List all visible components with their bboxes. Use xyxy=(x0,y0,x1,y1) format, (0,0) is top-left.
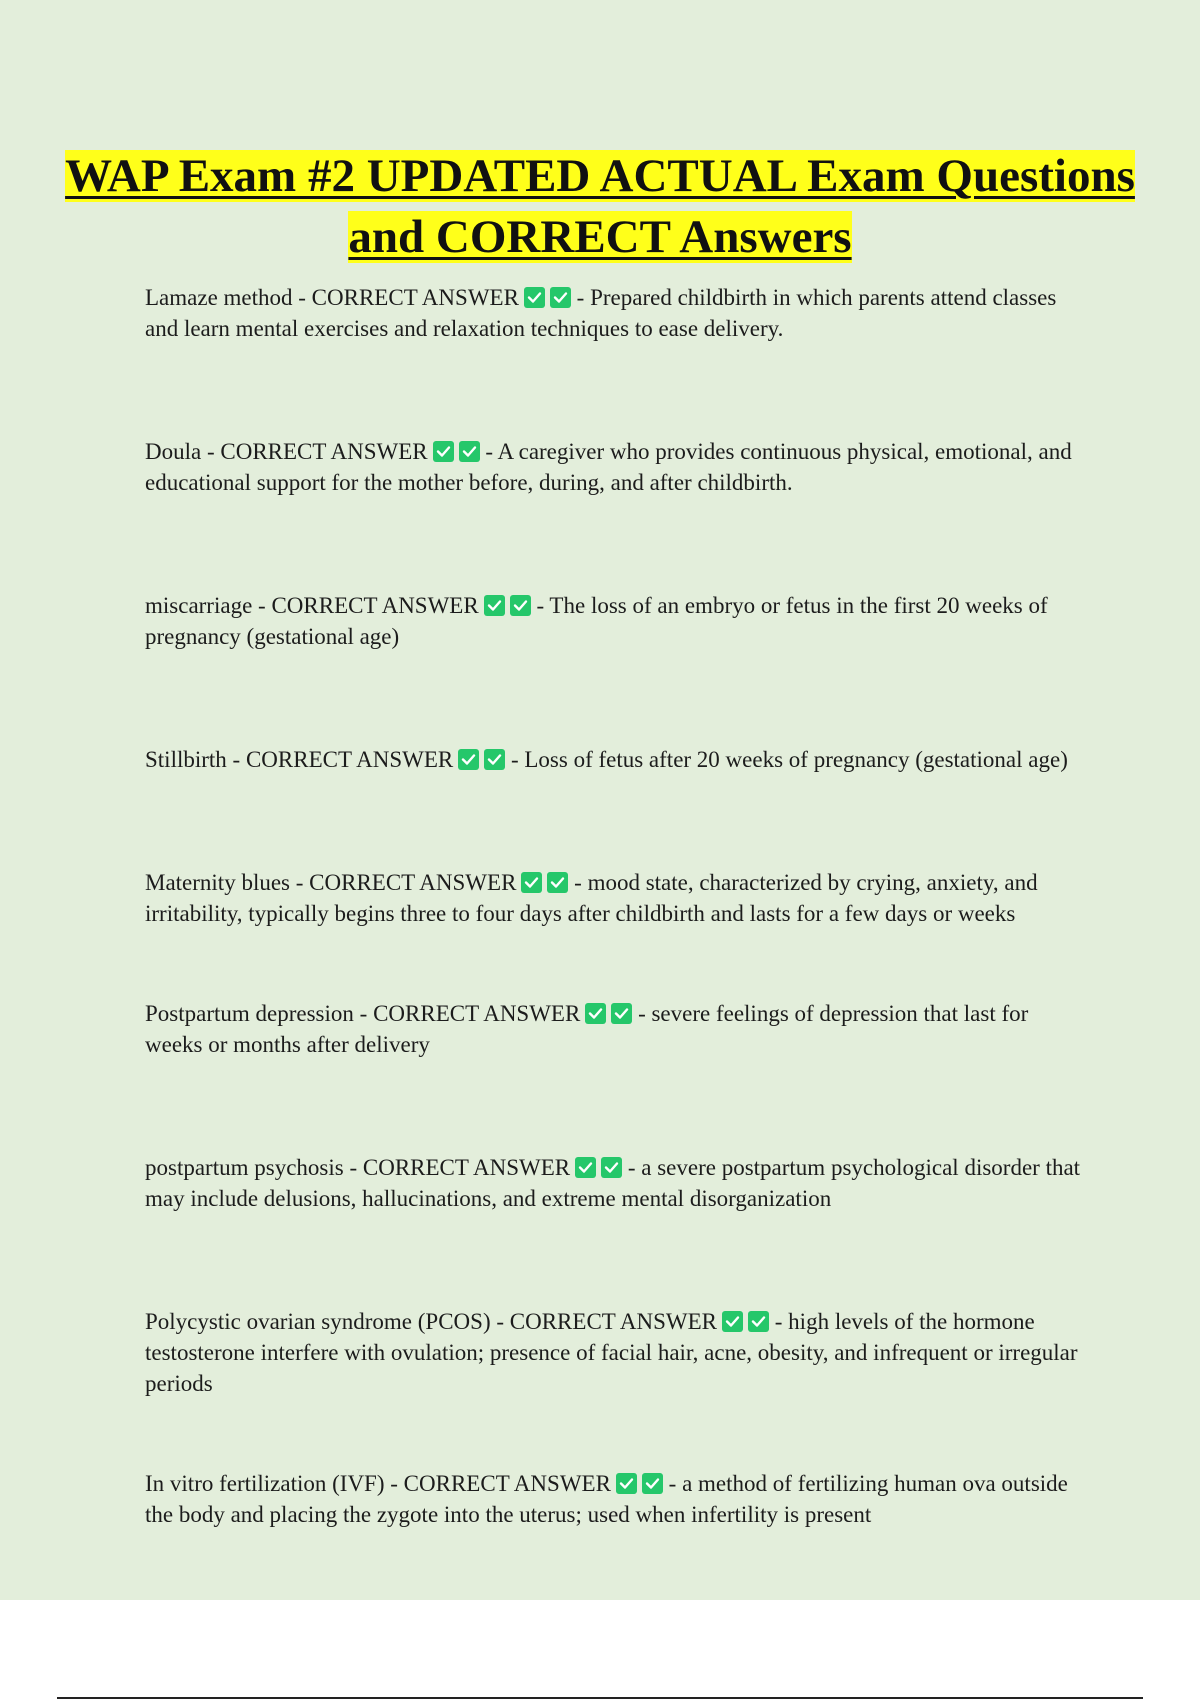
check-mark-icon xyxy=(550,287,571,308)
entry-term: Doula xyxy=(145,439,202,464)
qa-entry xyxy=(145,867,1090,929)
entry-definition: - Prepared childbirth in which parents attend classes and learn mental exercises and relaxation techniques to ease delivery. xyxy=(145,285,1057,341)
entry-marker: - CORRECT ANSWER xyxy=(343,1155,571,1180)
entry-term: Polycystic ovarian syndrome (PCOS) xyxy=(145,1309,491,1334)
check-mark-icon xyxy=(521,872,542,893)
entry-marker: - CORRECT ANSWER xyxy=(384,1471,611,1496)
entry-definition: - A caregiver who provides continuous physical, emotional, and educational support for the mother before, during, and after childbirth. xyxy=(145,439,1072,495)
check-mark-icon xyxy=(484,595,505,616)
check-mark-icon xyxy=(642,1473,663,1494)
footer-divider xyxy=(57,1697,1143,1699)
entry-definition: - The loss of an embryo or fetus in the first 20 weeks of pregnancy (gestational age) xyxy=(145,593,1048,649)
qa-entry xyxy=(145,1152,1090,1214)
check-mark-icon xyxy=(547,872,568,893)
entry-marker: - CORRECT ANSWER xyxy=(490,1309,718,1334)
document-title: WAP Exam #2 UPDATED ACTUAL Exam Questions and CORRECT Answers xyxy=(65,150,1135,263)
entry-definition: - Loss of fetus after 20 weeks of pregnancy (gestational age) xyxy=(505,747,1068,772)
check-mark-icon xyxy=(722,1311,743,1332)
qa-entry xyxy=(145,1306,1090,1399)
qa-entry xyxy=(145,282,1090,344)
check-mark-icon xyxy=(524,287,545,308)
entry-definition: - high levels of the hormone testosterone interfere with ovulation; presence of facial hair, acne, obesity, and infrequent or irregular periods xyxy=(145,1309,1078,1396)
check-mark-icon xyxy=(616,1473,637,1494)
check-mark-icon xyxy=(433,441,454,462)
check-mark-icon xyxy=(601,1157,622,1178)
qa-entry xyxy=(145,1468,1090,1530)
check-mark-icon xyxy=(585,1003,606,1024)
entry-definition: - a severe postpartum psychological disorder that may include delusions, hallucinations, and extreme mental disorganization xyxy=(145,1155,1081,1211)
entry-marker: - CORRECT ANSWER xyxy=(201,439,428,464)
entry-definition: - a method of fertilizing human ova outside the body and placing the zygote into the uterus; used when infertility is present xyxy=(145,1471,1068,1527)
entry-definition: - severe feelings of depression that last for weeks or months after delivery xyxy=(145,1001,1029,1057)
entry-term: Lamaze method xyxy=(145,285,293,310)
check-mark-icon xyxy=(484,749,505,770)
qa-entry xyxy=(145,590,1090,652)
entry-term: miscarriage xyxy=(145,593,253,618)
check-mark-icon xyxy=(458,749,479,770)
entry-definition: - mood state, characterized by crying, anxiety, and irritability, typically begins three to four days after childbirth and lasts for a few days or weeks xyxy=(145,870,1038,926)
title-block xyxy=(60,146,1140,268)
entry-marker: - CORRECT ANSWER xyxy=(226,747,454,772)
qa-list xyxy=(145,282,1090,1626)
entry-marker: - CORRECT ANSWER xyxy=(290,870,517,895)
entry-marker: - CORRECT ANSWER xyxy=(353,1001,581,1026)
check-mark-icon xyxy=(459,441,480,462)
entry-term: In vitro fertilization (IVF) xyxy=(145,1471,385,1496)
entry-term: Maternity blues xyxy=(145,870,290,895)
check-mark-icon xyxy=(748,1311,769,1332)
entry-marker: - CORRECT ANSWER xyxy=(252,593,479,618)
entry-term: Stillbirth xyxy=(145,747,227,772)
check-mark-icon xyxy=(575,1157,596,1178)
check-mark-icon xyxy=(510,595,531,616)
entry-marker: - CORRECT ANSWER xyxy=(292,285,519,310)
qa-entry xyxy=(145,744,1090,775)
qa-entry xyxy=(145,436,1090,498)
entry-term: Postpartum depression xyxy=(145,1001,354,1026)
entry-term: postpartum psychosis xyxy=(145,1155,344,1180)
check-mark-icon xyxy=(611,1003,632,1024)
qa-entry xyxy=(145,998,1090,1060)
